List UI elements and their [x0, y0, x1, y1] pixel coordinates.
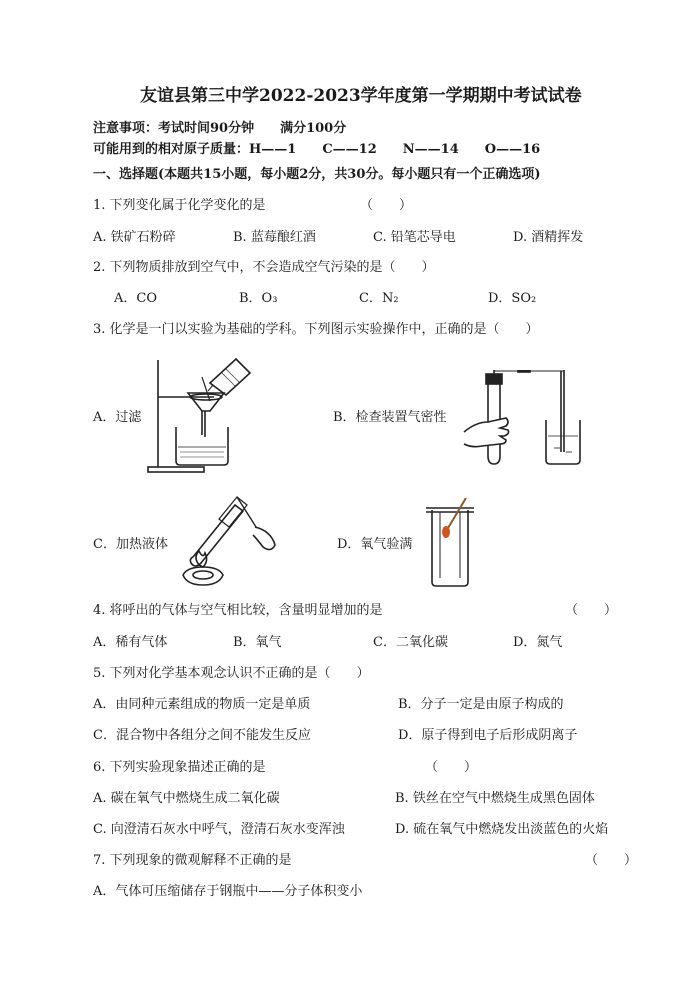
option-c: C．二氧化碳 — [373, 635, 448, 650]
option-d: D．SO₂ — [488, 291, 537, 306]
option-c: C．混合物中各组分之间不能发生反应 — [93, 728, 311, 743]
section-heading: 一、选择题(本题共15小题，每小题2分，共30分。每小题只有一个正确选项) — [93, 167, 541, 182]
option-b: B．分子一定是由原子构成的 — [398, 697, 564, 712]
option-a: A．气体可压缩储存于钢瓶中——分子体积变小 — [93, 884, 363, 899]
option-d: D．氮气 — [513, 635, 563, 650]
option-a: A．CO — [114, 291, 157, 306]
question-stem: 5. 下列对化学基本观念认识不正确的是（ ） — [93, 666, 370, 681]
option-b: B. 蓝莓酿红酒 — [233, 230, 316, 245]
notice-line: 注意事项：考试时间90分钟 满分100分 — [93, 121, 347, 136]
question-stem: 3. 化学是一门以实验为基础的学科。下列图示实验操作中，正确的是（ ） — [93, 322, 539, 337]
option-c: C. 向澄清石灰水中呼气，澄清石灰水变浑浊 — [93, 822, 345, 837]
answer-bracket: （ ） — [585, 853, 638, 868]
atomic-mass-line: 可能用到的相对原子质量：H——1 C——12 N——14 O——16 — [93, 142, 541, 157]
option-b: B．检查装置气密性 — [333, 410, 447, 425]
option-a: A．过滤 — [93, 410, 142, 425]
option-a: A. 铁矿石粉碎 — [93, 230, 176, 245]
option-d: D．氧气验满 — [337, 537, 413, 552]
airtightness-figure — [462, 370, 582, 470]
option-a: A. 碳在氧气中燃烧生成二氧化碳 — [93, 791, 280, 806]
option-b: B. 铁丝在空气中燃烧生成黑色固体 — [395, 791, 595, 806]
option-d: D．原子得到电子后形成阴离子 — [398, 728, 578, 743]
question-stem: 6. 下列实验现象描述正确的是 — [93, 760, 266, 775]
option-b: B．氧气 — [233, 635, 282, 650]
question-stem: 7. 下列现象的微观解释不正确的是 — [93, 853, 292, 868]
heating-liquid-figure — [175, 495, 285, 590]
question-stem: 1. 下列变化属于化学变化的是 — [93, 198, 266, 213]
option-c: C．加热液体 — [93, 537, 168, 552]
option-a: A．由同种元素组成的物质一定是单质 — [93, 697, 311, 712]
answer-bracket: （ ） — [360, 198, 413, 213]
option-b: B．O₃ — [239, 291, 278, 306]
answer-bracket: （ ） — [565, 603, 618, 618]
answer-bracket: （ ） — [425, 760, 478, 775]
question-stem: 2. 下列物质排放到空气中，不会造成空气污染的是（ ） — [93, 260, 435, 275]
option-c: C. 铅笔芯导电 — [373, 230, 456, 245]
question-stem: 4. 将呼出的气体与空气相比较，含量明显增加的是 — [93, 603, 383, 618]
option-a: A．稀有气体 — [93, 635, 168, 650]
oxygen-test-figure — [420, 498, 480, 588]
option-c: C．N₂ — [359, 291, 399, 306]
exam-title: 友谊县第三中学2022-2023学年度第一学期期中考试试卷 — [140, 86, 582, 106]
option-d: D. 硫在氧气中燃烧发出淡蓝色的火焰 — [395, 822, 609, 837]
option-d: D. 酒精挥发 — [513, 230, 584, 245]
filtration-figure — [140, 355, 260, 475]
